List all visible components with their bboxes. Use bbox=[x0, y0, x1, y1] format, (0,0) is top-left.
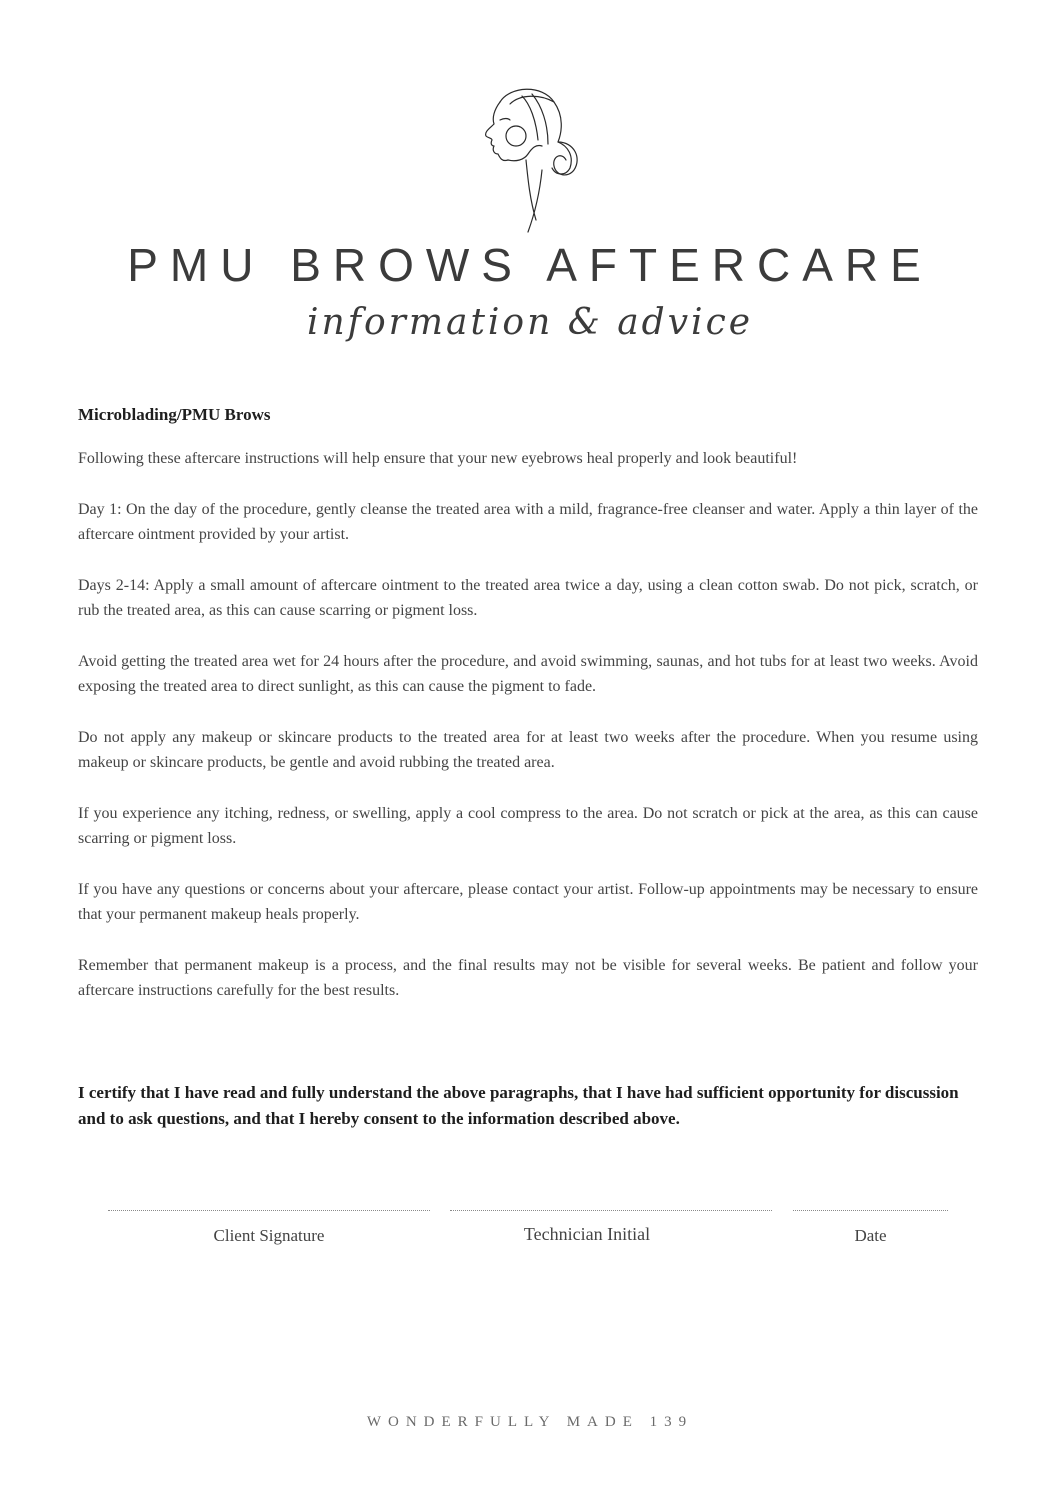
footer-text: WONDERFULLY MADE 139 bbox=[366, 1414, 694, 1430]
paragraph: If you have any questions or concerns about your aftercare, please contact your artist. Follow-up appointments may be necessary to ensure that your permanent makeup heals properly. bbox=[78, 881, 978, 923]
paragraph: Avoid getting the treated area wet for 24 hours after the procedure, and avoid swimming, saunas, and hot tubs for at least two weeks. Avoid exposing the treated area to direct sunlight, as this can cause the pigment to fade. bbox=[78, 653, 978, 695]
certification-statement: I certify that I have read and fully understand the above paragraphs, that I have had sufficient opportunity for discussion and to ask questions, and that I hereby consent to the information described above. bbox=[78, 1083, 959, 1128]
paragraph: Remember that permanent makeup is a process, and the final results may not be visible for several weeks. Be patient and follow your aftercare instructions carefully for the best results. bbox=[78, 957, 978, 999]
paragraph: Days 2-14: Apply a small amount of aftercare ointment to the treated area twice a day, using a clean cotton swab. Do not pick, scratch, or rub the treated area, as this can cause scarring or pigment loss. bbox=[78, 577, 978, 619]
woman-profile-line-art-icon bbox=[470, 80, 590, 240]
section-heading: Microblading/PMU Brows bbox=[78, 405, 271, 424]
paragraph: If you experience any itching, redness, or swelling, apply a cool compress to the area. Do not scratch or pick at the area, as this can cause scarring or pigment loss. bbox=[78, 805, 978, 847]
paragraph: Day 1: On the day of the procedure, gently cleanse the treated area with a mild, fragrance-free cleanser and water. Apply a thin layer of the aftercare ointment provided by your artist. bbox=[78, 501, 978, 543]
client-signature-label: Client Signature bbox=[213, 1226, 325, 1245]
date-label: Date bbox=[854, 1226, 887, 1245]
script-subtitle: information & advice bbox=[306, 302, 754, 343]
technician-initial-label: Technician Initial bbox=[523, 1224, 651, 1244]
paragraph: Do not apply any makeup or skincare products to the treated area for at least two weeks after the procedure. When you resume using makeup or skincare products, be gentle and avoid rubbing the treated area. bbox=[78, 729, 978, 771]
technician-initial-line[interactable] bbox=[450, 1210, 772, 1211]
paragraph: Following these aftercare instructions will help ensure that your new eyebrows heal properly and look beautiful! bbox=[78, 450, 798, 467]
aftercare-section bbox=[78, 402, 978, 1029]
client-signature-line[interactable] bbox=[108, 1210, 430, 1211]
page-title: PMU BROWS AFTERCARE bbox=[127, 239, 933, 291]
date-line[interactable] bbox=[793, 1210, 948, 1211]
